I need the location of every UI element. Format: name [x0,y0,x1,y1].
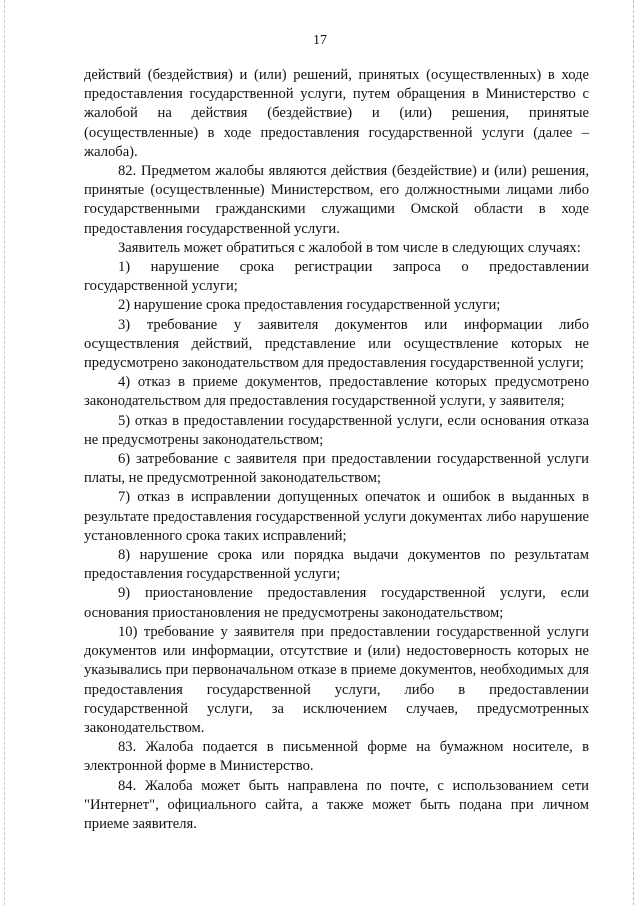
paragraph-84: 84. Жалоба может быть направлена по почте, с использованием сети "Интернет", официального сайта, а также может быть подана при личном приеме заявителя. [84,777,589,832]
page-number: 17 [313,33,327,48]
paragraph-83: 83. Жалоба подается в письменной форме на бумажном носителе, в электронной форме в Министерство. [84,739,589,775]
paragraph-cases-intro: Заявитель может обратиться с жалобой в том числе в следующих случаях: [118,239,581,256]
list-item-1: 1) нарушение срока регистрации запроса о предоставлении государственной услуги; [84,259,589,295]
scan-edge-left [4,0,5,905]
list-item-10: 10) требование у заявителя при предоставлении государственной услуги документов или информации, отсутствие и (или) недостоверность которых не указывались при первоначальном отказе в приеме документов, необходимых для предоставления государственной услуги, либо в предоставлении государственной услуги, за исключением случаев, предусмотренных законодательством. [84,623,589,736]
list-item-5: 5) отказ в предоставлении государственной услуги, если основания отказа не предусмотрены законодательством; [84,412,589,448]
paragraph-intro: действий (бездействия) и (или) решений, принятых (осуществленных) в ходе предоставления государственной услуги, путем обращения в Министерство с жалобой на действия (бездействие) и (или) решения, принятые (осуществленные) в ходе предоставления государственной услуги (далее – жалоба). [84,67,589,160]
list-item-3: 3) требование у заявителя документов или информации либо осуществления действий, представление или осуществление которых не предусмотрено законодательством для предоставления государственной услуги; [84,316,589,372]
list-item-9: 9) приостановление предоставления государственной услуги, если основания приостановления не предусмотрены законодательством; [84,585,589,621]
list-item-4: 4) отказ в приеме документов, предоставление которых предусмотрено законодательством для предоставления государственной услуги, у заявителя; [84,374,589,410]
scan-edge-right [633,0,634,905]
list-item-8: 8) нарушение срока или порядка выдачи документов по результатам предоставления государственной услуги; [84,547,589,583]
paragraph-82: 82. Предметом жалобы являются действия (бездействие) и (или) решения, принятые (осуществленные) Министерством, его должностными лицами либо государственными гражданскими служащими Омской области в ходе предоставления государственной услуги. [84,163,589,237]
list-item-2: 2) нарушение срока предоставления государственной услуги; [118,297,501,314]
document-body [84,66,589,834]
list-item-6: 6) затребование с заявителя при предоставлении государственной услуги платы, не предусмотренной законодательством; [84,451,589,487]
list-item-7: 7) отказ в исправлении допущенных опечаток и ошибок в выданных в результате предоставления государственной услуги документах либо нарушение установленного срока таких исправлений; [84,489,589,544]
